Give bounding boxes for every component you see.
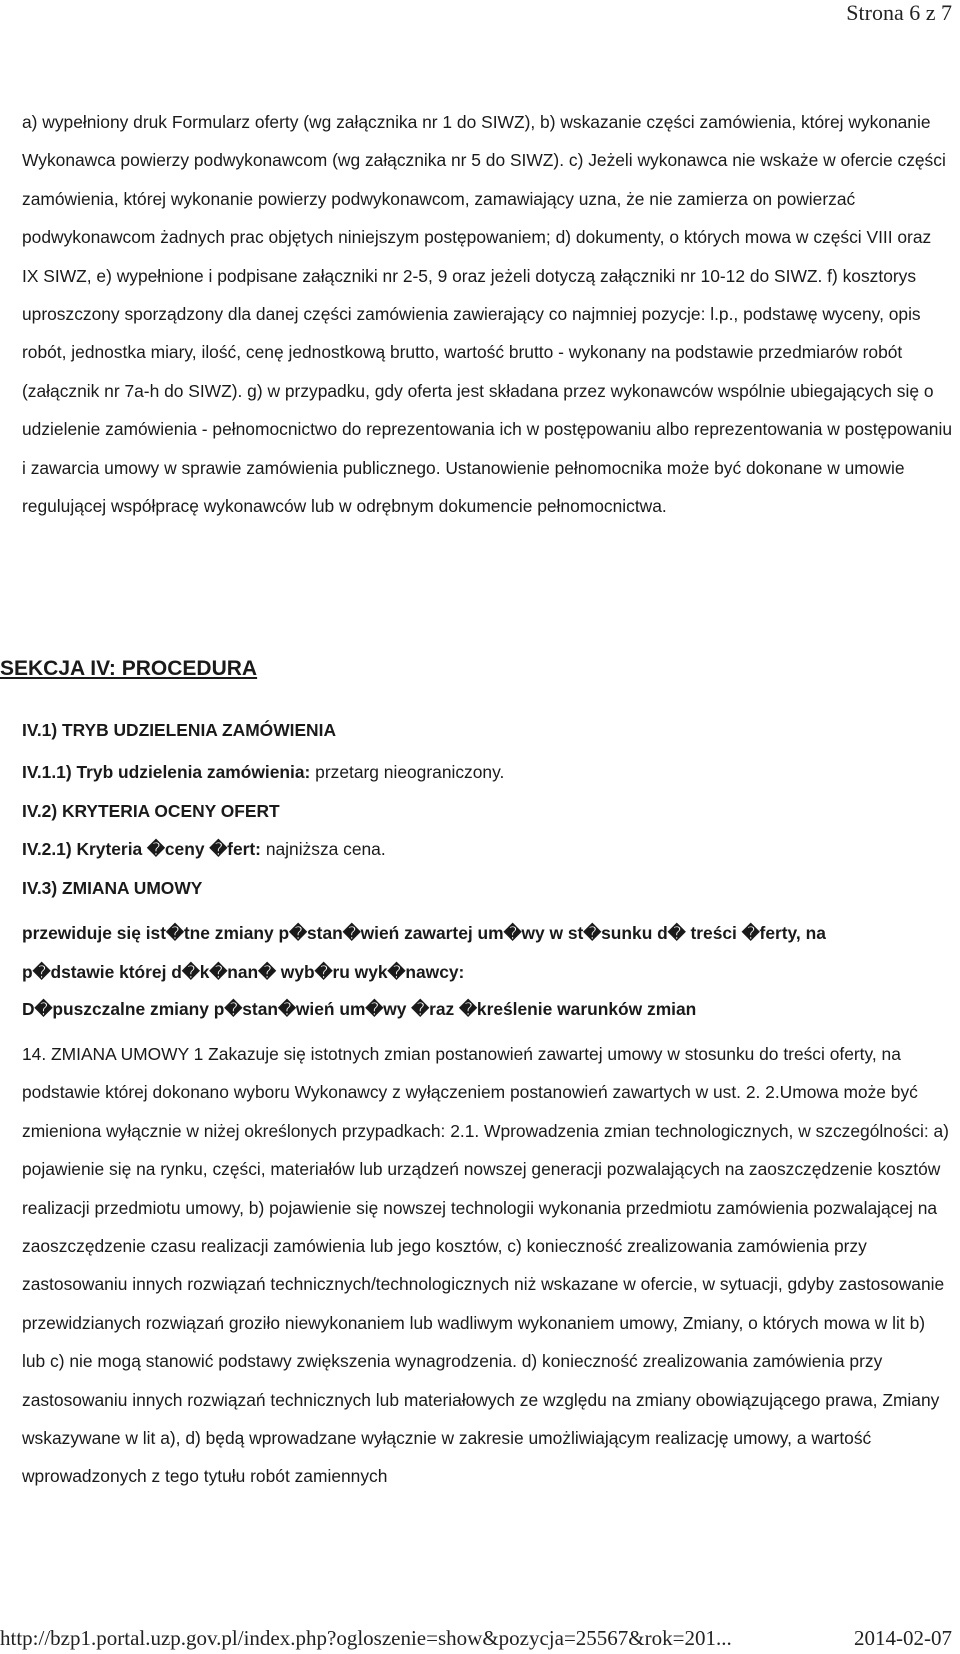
contract-change-line-2: p�dstawie której d�k�nan� wyb�ru wyk�nawcy: <box>22 962 465 982</box>
footer-date: 2014-02-07 <box>854 1626 952 1650</box>
field-procedure-type <box>22 762 504 783</box>
section-title: SEKCJA IV: PROCEDURA <box>0 657 258 680</box>
page-number: Strona 6 z 7 <box>846 0 952 25</box>
body-paragraph-contract-changes: 14. ZMIANA UMOWY 1 Zakazuje się istotnych zmian postanowień zawartej umowy w stosunku do treści oferty, na podstawie której dokonano wyboru Wykonawcy z wyłączeniem postanowień zawartych w ust. 2. 2.Umowa może być zmieniona wyłącznie w niżej określonych przypadkach: 2.1. Wprowadzenia zmian technologicznych, w szczególności: a) pojawienie się na rynku, części, materiałów lub urządzeń nowszej generacji pozwalających na zaoszczędzenie kosztów realizacji przedmiotu umowy, b) pojawienie się nowszej technologii wykonania przedmiotu zamówienia pozwalającej na zaoszczędzenie czasu realizacji zamówienia lub jego kosztów, c) konieczność zrealizowania zamówienia przy zastosowaniu innych rozwiązań technicznych/technologicznych niż wskazane w ofercie, w sytuacji, gdyby zastosowanie przewidzianych rozwiązań groziło niewykonaniem lub wadliwym wykonaniem umowy, Zmiany, o których mowa w lit b) lub c) nie mogą stanowić podstawy zwiększenia wynagrodzenia. d) konieczność zrealizowania zamówienia przy zastosowaniu innych rozwiązań technicznych lub materiałowych ze względu na zmiany obowiązującego prawa, Zmiany wskazywane w lit a), d) będą wprowadzane wyłącznie w zakresie umożliwiającym realizację umowy, a wartość wprowadzonych z tego tytułu robót zamiennych <box>22 1044 949 1487</box>
heading-iv2: IV.2) KRYTERIA OCENY OFERT <box>22 801 280 821</box>
body-paragraph-required-documents: a) wypełniony druk Formularz oferty (wg załącznika nr 1 do SIWZ), b) wskazanie części zamówienia, której wykonanie Wykonawca powierzy podwykonawcom (wg załącznika nr 5 do SIWZ). c) Jeżeli wykonawca nie wskaże w ofercie części zamówienia, której wykonanie powierzy podwykonawcom, zamawiający uzna, że nie zamierza on powierzać podwykonawcom żadnych prac objętych niniejszym postępowaniem; d) dokumenty, o których mowa w części VIII oraz IX SIWZ, e) wypełnione i podpisane załączniki nr 2-5, 9 oraz jeżeli dotyczą załączniki nr 10-12 do SIWZ. f) kosztorys uproszczony sporządzony dla danej części zamówienia zawierający co najmniej pozycje: l.p., podstawę wyceny, opis robót, jednostka miary, ilość, cenę jednostkową brutto, wartość brutto - wykonany na podstawie przedmiarów robót (załącznik nr 7a-h do SIWZ). g) w przypadku, gdy oferta jest składana przez wykonawców wspólnie ubiegających się o udzielenie zamówienia - pełnomocnictwo do reprezentowania ich w postępowaniu albo reprezentowania w postępowaniu i zawarcia umowy w sprawie zamówienia publicznego. Ustanowienie pełnomocnika może być dokonane w umowie regulującej współpracę wykonawców lub w odrębnym dokumencie pełnomocnictwa. <box>22 112 952 517</box>
contract-change-line-1: przewiduje się ist�tne zmiany p�stan�wień zawartej um�wy w st�sunku d� treści �ferty, na <box>22 923 826 943</box>
field-evaluation-criteria-value: najniższa cena. <box>260 839 386 859</box>
field-procedure-type-value: przetarg nieograniczony. <box>310 762 505 782</box>
contract-change-line-3: D�puszczalne zmiany p�stan�wień um�wy �raz �kreślenie warunków zmian <box>22 999 697 1019</box>
heading-iv1: IV.1) TRYB UDZIELENIA ZAMÓWIENIA <box>22 720 337 740</box>
field-evaluation-criteria-label: IV.2.1) Kryteria �ceny �fert: <box>22 839 261 859</box>
field-evaluation-criteria <box>22 839 386 860</box>
field-procedure-type-label: IV.1.1) Tryb udzielenia zamówienia: <box>22 762 311 782</box>
heading-iv3: IV.3) ZMIANA UMOWY <box>22 878 203 898</box>
footer-url: http://bzp1.portal.uzp.gov.pl/index.php?ogloszenie=show&pozycja=25567&rok=201... <box>0 1626 732 1650</box>
